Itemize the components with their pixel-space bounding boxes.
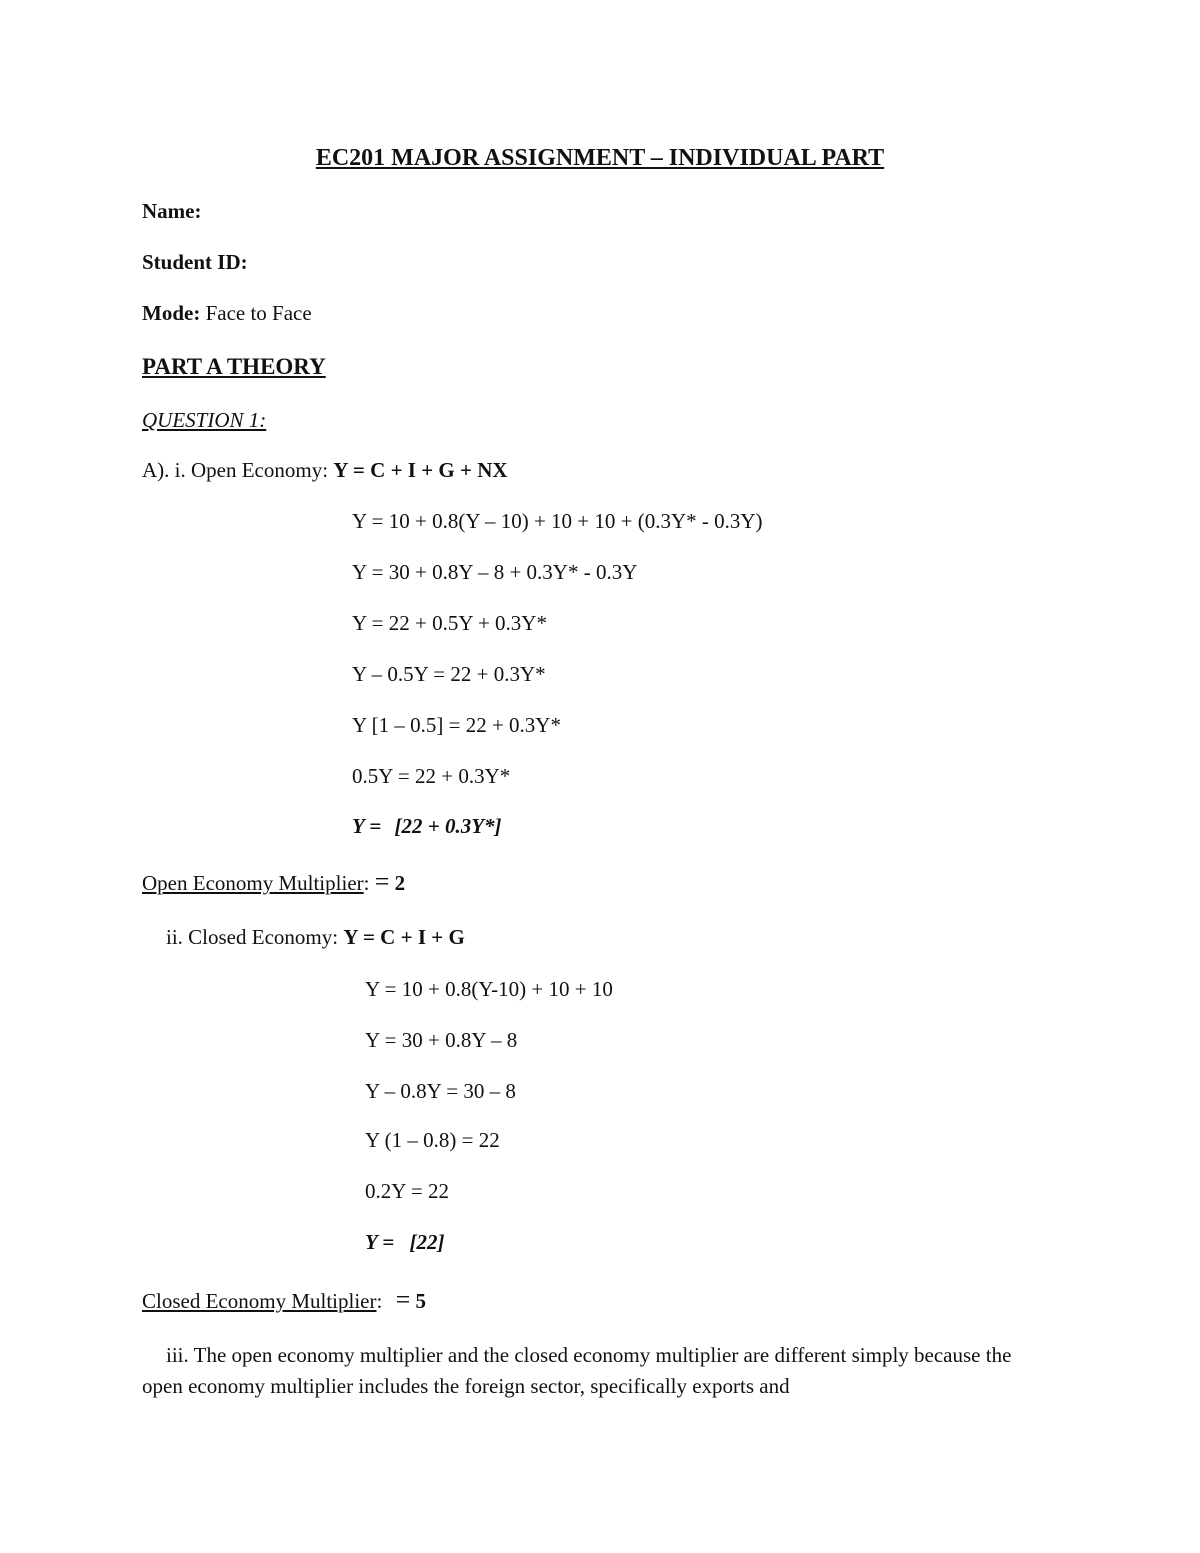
name-label: Name:: [142, 199, 202, 223]
open-step: Y = 22 + 0.5Y + 0.3Y*: [352, 611, 547, 635]
open-step: Y – 0.5Y = 22 + 0.3Y*: [352, 662, 546, 686]
open-result-lhs: Y =: [352, 814, 387, 838]
open-multiplier-label: Open Economy Multiplier: [142, 871, 364, 895]
open-multiplier-equals: =: [374, 867, 390, 896]
part-a-heading: PART A THEORY: [142, 354, 326, 379]
open-multiplier-colon: :: [363, 871, 375, 895]
question-1-heading: QUESTION 1:: [142, 408, 267, 432]
document-title: EC201 MAJOR ASSIGNMENT – INDIVIDUAL PART: [315, 145, 885, 171]
open-step: Y [1 – 0.5] = 22 + 0.3Y*: [352, 713, 561, 737]
closed-result: [365, 1229, 445, 1255]
closed-step: 0.2Y = 22: [365, 1179, 449, 1203]
open-economy-line: [142, 457, 508, 483]
student-id-field: [142, 249, 248, 275]
name-field: [142, 198, 201, 224]
open-multiplier: [142, 869, 405, 896]
closed-economy-formula: Y = C + I + G: [343, 925, 465, 949]
open-step: Y = 10 + 0.8(Y – 10) + 10 + 10 + (0.3Y* - 0.3Y): [352, 509, 763, 533]
closed-step: Y = 30 + 0.8Y – 8: [365, 1028, 518, 1052]
closed-step: Y (1 – 0.8) = 22: [365, 1128, 500, 1152]
mode-field: [142, 300, 312, 326]
closed-multiplier: [142, 1287, 426, 1314]
open-step: 0.5Y = 22 + 0.3Y*: [352, 764, 511, 788]
mode-label: Mode:: [142, 301, 201, 325]
closed-economy-line: [166, 924, 465, 950]
part-iii-paragraph: iii. The open economy multiplier and the closed economy multiplier are different simply because the open economy multiplier includes the foreign sector, specifically exports and: [142, 1343, 1012, 1398]
open-result-rhs: [22 + 0.3Y*]: [394, 814, 502, 838]
closed-multiplier-value: 5: [410, 1289, 426, 1313]
closed-step: Y = 10 + 0.8(Y-10) + 10 + 10: [365, 977, 613, 1001]
open-step: Y = 30 + 0.8Y – 8 + 0.3Y* - 0.3Y: [352, 560, 638, 584]
closed-multiplier-colon: :: [376, 1289, 388, 1313]
student-id-label: Student ID:: [142, 250, 248, 274]
open-result: [352, 813, 502, 839]
mode-value: Face to Face: [200, 301, 312, 325]
closed-multiplier-label: Closed Economy Multiplier: [142, 1289, 377, 1313]
closed-result-rhs: [22]: [409, 1230, 445, 1254]
closed-step: Y – 0.8Y = 30 – 8: [365, 1079, 516, 1103]
closed-result-lhs: Y =: [365, 1230, 400, 1254]
open-economy-formula: Y = C + I + G + NX: [333, 458, 508, 482]
open-economy-prefix: A). i. Open Economy:: [142, 458, 334, 482]
closed-economy-prefix: ii. Closed Economy:: [166, 925, 344, 949]
closed-multiplier-equals: =: [395, 1285, 411, 1314]
open-multiplier-value: 2: [389, 871, 406, 895]
